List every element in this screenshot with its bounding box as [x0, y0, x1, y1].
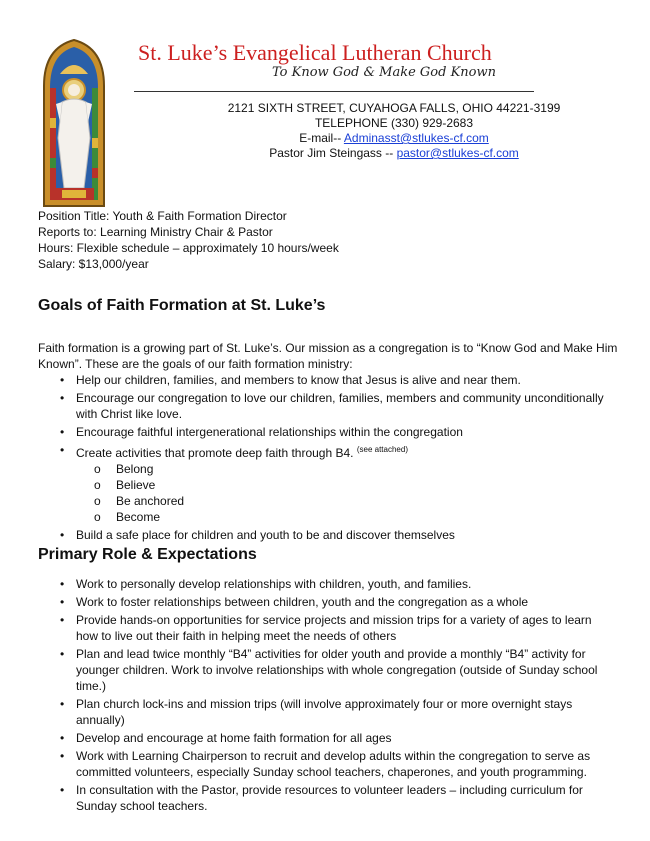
- position-title: Position Title: Youth & Faith Formation Director: [38, 209, 287, 223]
- list-item: • Work to personally develop relationships with children, youth, and families.: [60, 577, 472, 591]
- header-divider: [134, 91, 534, 92]
- list-item: • Plan church lock-ins and mission trips (will involve approximately four or more overnight stays annually): [60, 697, 573, 727]
- list-item: o Become: [94, 510, 161, 524]
- goals-list: [38, 372, 613, 545]
- salary: Salary: $13,000/year: [38, 257, 149, 271]
- role-heading: Primary Role & Expectations: [38, 546, 257, 563]
- goals-intro: Faith formation is a growing part of St. Luke’s. Our mission as a congregation is to “Know God and Make Him Known”. These are the goals of our faith formation ministry:: [38, 341, 618, 371]
- reports-to: Reports to: Learning Ministry Chair & Pastor: [38, 225, 273, 239]
- list-item: • Build a safe place for children and youth to be and discover themselves: [60, 528, 455, 542]
- pastor-email-link[interactable]: pastor@stlukes-cf.com: [396, 146, 519, 160]
- church-name: St. Luke’s Evangelical Lutheran Church: [138, 40, 492, 65]
- pastor-label: Pastor Jim Steingass --: [269, 146, 397, 160]
- list-item: • Plan and lead twice monthly “B4” activities for older youth and provide a monthly “B4” activity for younger children. Work to involve relationships with whole congregation (outside of Sunday school time.): [60, 647, 598, 693]
- list-item: • Create activities that promote deep faith through B4. $^{(see attached)}$ o Belong o Believe o Be anchored o Become: [38, 442, 613, 525]
- email-line: [134, 131, 650, 145]
- position-info: [38, 208, 339, 272]
- church-motto: To Know God & Make God Known: [272, 65, 497, 80]
- church-address: 2121 SIXTH STREET, CUYAHOGA FALLS, OHIO 44221-3199: [227, 101, 561, 115]
- list-item: • Work to foster relationships between children, youth and the congregation as a whole: [60, 595, 529, 609]
- list-item: o Belong: [94, 462, 154, 476]
- list-item: • Help our children, families, and members to know that Jesus is alive and near them.: [60, 373, 521, 387]
- email-label: E-mail--: [299, 131, 344, 145]
- list-item: o Believe: [94, 478, 156, 492]
- stained-glass-logo: [40, 38, 108, 208]
- list-item: • Work with Learning Chairperson to recruit and develop adults within the congregation to serve as committed volunteers, especially Sunday school teachers, chaperones, and youth programming.: [60, 749, 591, 779]
- list-item: • Provide hands-on opportunities for service projects and mission trips for a variety of ages to learn how to live out their faith in helping meet the needs of others: [60, 613, 592, 643]
- hours: Hours: Flexible schedule – approximately 10 hours/week: [38, 241, 339, 255]
- see-attached-note: (see attached): [356, 445, 408, 454]
- pastor-line: [134, 146, 650, 160]
- list-item: • Develop and encourage at home faith formation for all ages: [60, 731, 392, 745]
- goals-heading: Goals of Faith Formation at St. Luke’s: [38, 297, 326, 314]
- role-list: [38, 576, 613, 816]
- b4-list: [76, 461, 613, 525]
- list-item: o Be anchored: [94, 494, 185, 508]
- church-telephone: TELEPHONE (330) 929-2683: [314, 116, 474, 130]
- list-item: • Encourage our congregation to love our children, families, members and community unconditionally with Christ like love.: [60, 391, 604, 421]
- list-item: • In consultation with the Pastor, provide resources to volunteer leaders – including curriculum for Sunday school teachers.: [60, 783, 583, 813]
- admin-email-link[interactable]: Adminasst@stlukes-cf.com: [343, 131, 489, 145]
- list-item: • Encourage faithful intergenerational relationships within the congregation: [60, 425, 463, 439]
